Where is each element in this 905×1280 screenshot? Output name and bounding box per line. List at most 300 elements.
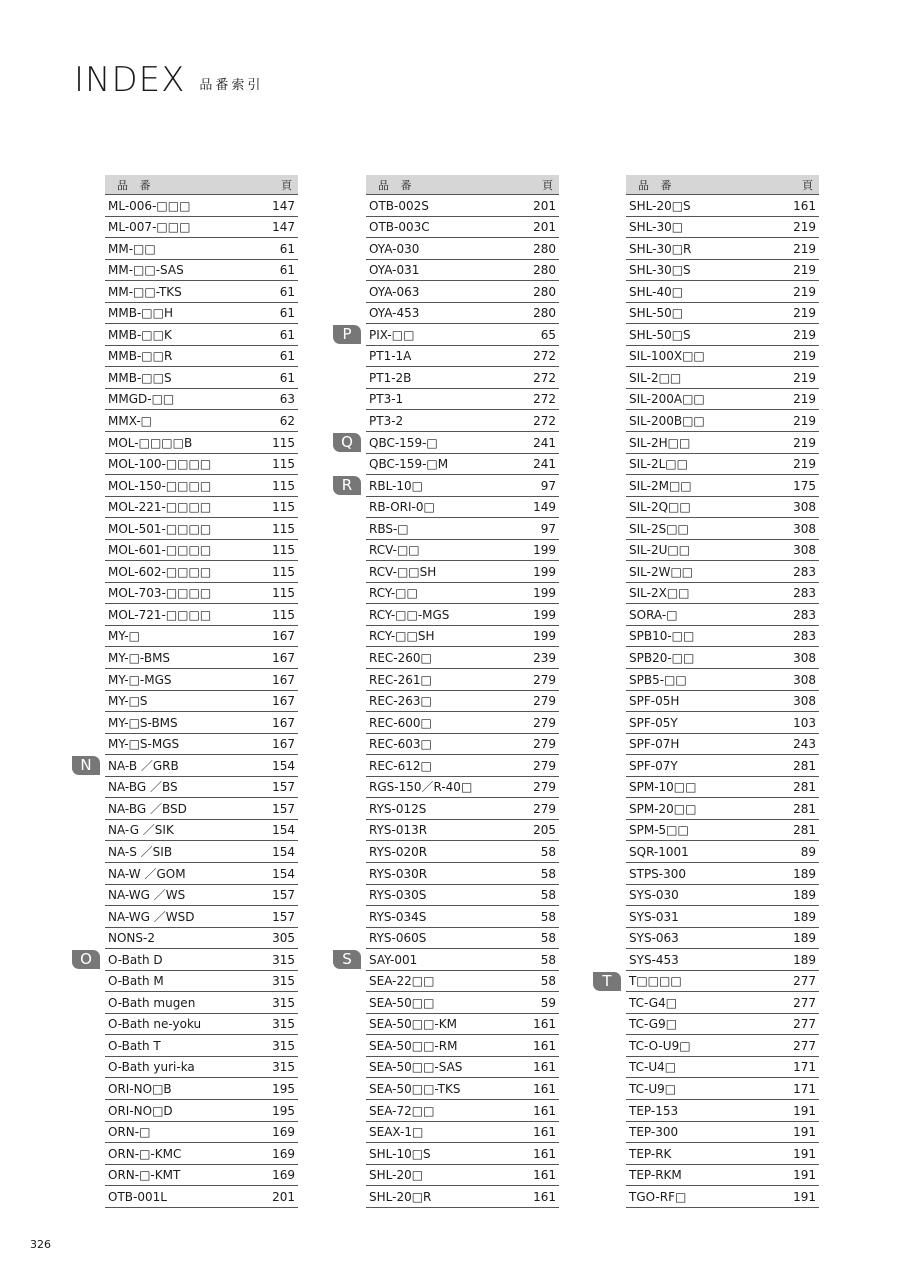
part-number: ORI-NO□B xyxy=(108,1081,172,1096)
index-row xyxy=(366,260,559,282)
part-number: TEP-153 xyxy=(629,1103,679,1118)
part-number: TC-G4□ xyxy=(629,995,678,1010)
page-reference: 115 xyxy=(272,500,295,515)
page-reference: 167 xyxy=(272,651,295,666)
page-reference: 219 xyxy=(793,241,816,256)
page-reference: 308 xyxy=(793,543,816,558)
index-row xyxy=(626,195,819,217)
index-row xyxy=(366,691,559,713)
index-row xyxy=(626,928,819,950)
part-number: SHL-20□ xyxy=(369,1168,424,1183)
index-row xyxy=(626,238,819,260)
page-reference: 280 xyxy=(533,241,556,256)
index-row xyxy=(80,755,298,777)
page-reference: 58 xyxy=(540,952,556,967)
page-reference: 277 xyxy=(793,995,816,1010)
index-row xyxy=(105,475,298,497)
part-number: O-Bath T xyxy=(108,1038,161,1053)
index-row xyxy=(626,734,819,756)
part-number: SEAX-1□ xyxy=(369,1125,424,1140)
index-row xyxy=(105,389,298,411)
part-number: O-Bath M xyxy=(108,974,164,989)
page-reference: 277 xyxy=(793,974,816,989)
page-reference: 191 xyxy=(793,1168,816,1183)
part-number: SHL-20□S xyxy=(629,198,691,213)
page-reference: 147 xyxy=(272,198,295,213)
page-reference: 315 xyxy=(272,952,295,967)
index-row xyxy=(602,971,819,993)
part-number: PIX-□□ xyxy=(369,327,415,342)
part-number: SQR-1001 xyxy=(629,844,689,859)
part-number: RBL-10□ xyxy=(369,478,423,493)
page-reference: 219 xyxy=(793,414,816,429)
page-reference: 115 xyxy=(272,521,295,536)
part-number: NA-WG ／WS xyxy=(108,888,186,903)
index-row xyxy=(626,949,819,971)
part-number: SPF-05H xyxy=(629,694,680,709)
part-number: SYS-453 xyxy=(629,952,679,967)
page-reference: 161 xyxy=(533,1017,556,1032)
index-row xyxy=(366,1035,559,1057)
page-reference: 219 xyxy=(793,220,816,235)
page-reference: 191 xyxy=(793,1103,816,1118)
page-reference: 115 xyxy=(272,435,295,450)
part-number: ORI-NO□D xyxy=(108,1103,173,1118)
page-reference: 189 xyxy=(793,952,816,967)
index-row xyxy=(626,863,819,885)
index-row xyxy=(105,1100,298,1122)
part-number: REC-600□ xyxy=(369,715,432,730)
part-number: OYA-063 xyxy=(369,284,420,299)
page-reference: 171 xyxy=(793,1060,816,1075)
index-row xyxy=(626,1100,819,1122)
index-row xyxy=(105,410,298,432)
index-row xyxy=(105,324,298,346)
page-reference: 65 xyxy=(540,327,556,342)
part-number: SIL-200A□□ xyxy=(629,392,705,407)
header-page: 頁 xyxy=(802,178,813,192)
index-row xyxy=(366,1014,559,1036)
page-reference: 315 xyxy=(272,974,295,989)
page-reference: 219 xyxy=(793,284,816,299)
index-row xyxy=(105,432,298,454)
page-number: 326 xyxy=(30,1238,51,1251)
index-row xyxy=(366,195,559,217)
part-number: MY-□ xyxy=(108,629,140,644)
part-number: RYS-013R xyxy=(369,823,428,838)
part-number: SPB10-□□ xyxy=(629,629,695,644)
index-row xyxy=(626,518,819,540)
page-reference: 199 xyxy=(533,629,556,644)
index-row xyxy=(626,324,819,346)
index-row xyxy=(626,1057,819,1079)
index-row xyxy=(626,820,819,842)
index-row xyxy=(105,777,298,799)
part-number: REC-261□ xyxy=(369,672,432,687)
index-row xyxy=(366,346,559,368)
part-number: SYS-031 xyxy=(629,909,679,924)
part-number: SYS-030 xyxy=(629,888,679,903)
page-reference: 171 xyxy=(793,1081,816,1096)
section-letter-tab: N xyxy=(72,756,100,775)
index-row xyxy=(105,1078,298,1100)
part-number: MMB-□□H xyxy=(108,306,173,321)
index-row xyxy=(366,906,559,928)
part-number: SIL-2H□□ xyxy=(629,435,691,450)
index-row xyxy=(341,475,559,497)
part-number: ORN-□ xyxy=(108,1125,151,1140)
index-row xyxy=(626,454,819,476)
title-sub: 品番索引 xyxy=(199,78,264,93)
part-number: NONS-2 xyxy=(108,931,155,946)
part-number: NA-S ／SIB xyxy=(108,844,173,859)
index-row xyxy=(626,885,819,907)
part-number: SIL-100X□□ xyxy=(629,349,705,364)
part-number: SIL-2X□□ xyxy=(629,586,690,601)
part-number: SHL-50□S xyxy=(629,327,691,342)
header-page: 頁 xyxy=(281,178,292,192)
part-number: MMB-□□K xyxy=(108,327,172,342)
part-number: TC-O-U9□ xyxy=(629,1038,691,1053)
page-reference: 201 xyxy=(533,198,556,213)
page-reference: 161 xyxy=(533,1189,556,1204)
page-reference: 97 xyxy=(540,478,556,493)
part-number: RBS-□ xyxy=(369,521,409,536)
page-reference: 280 xyxy=(533,306,556,321)
index-row xyxy=(626,777,819,799)
index-row xyxy=(626,798,819,820)
index-row xyxy=(366,410,559,432)
index-row xyxy=(626,1186,819,1208)
index-row xyxy=(366,647,559,669)
index-row xyxy=(366,281,559,303)
index-row xyxy=(105,195,298,217)
index-row xyxy=(626,691,819,713)
page-reference: 199 xyxy=(533,607,556,622)
part-number: SIL-2L□□ xyxy=(629,457,688,472)
page-reference: 115 xyxy=(272,478,295,493)
index-row xyxy=(105,1143,298,1165)
part-number: SEA-50□□-TKS xyxy=(369,1081,461,1096)
part-number: SHL-10□S xyxy=(369,1146,431,1161)
index-row xyxy=(105,734,298,756)
index-row xyxy=(366,755,559,777)
page-reference: 277 xyxy=(793,1017,816,1032)
index-row xyxy=(366,863,559,885)
part-number: RYS-034S xyxy=(369,909,427,924)
index-column-1 xyxy=(80,175,298,1208)
part-number: SEA-50□□-RM xyxy=(369,1038,458,1053)
part-number: PT1-2B xyxy=(369,370,412,385)
part-number: MOL-100-□□□□ xyxy=(108,457,212,472)
part-number: MMGD-□□ xyxy=(108,392,175,407)
part-number: NA-G ／SIK xyxy=(108,823,174,838)
part-number: OTB-001L xyxy=(108,1189,167,1204)
page-reference: 189 xyxy=(793,909,816,924)
page-reference: 169 xyxy=(272,1125,295,1140)
page-reference: 61 xyxy=(279,263,295,278)
index-row xyxy=(105,971,298,993)
page-reference: 272 xyxy=(533,392,556,407)
part-number: ORN-□-KMC xyxy=(108,1146,182,1161)
part-number: QBC-159-□M xyxy=(369,457,449,472)
part-number: REC-612□ xyxy=(369,758,432,773)
index-row xyxy=(366,1165,559,1187)
page-reference: 61 xyxy=(279,327,295,342)
page-reference: 272 xyxy=(533,414,556,429)
page-reference: 115 xyxy=(272,543,295,558)
index-column-3 xyxy=(602,175,819,1208)
part-number: SYS-063 xyxy=(629,931,679,946)
index-row xyxy=(105,992,298,1014)
page-reference: 175 xyxy=(793,478,816,493)
part-number: SPM-20□□ xyxy=(629,801,697,816)
part-number: TEP-RKM xyxy=(629,1168,682,1183)
page-reference: 239 xyxy=(533,651,556,666)
index-row xyxy=(626,583,819,605)
index-row xyxy=(105,260,298,282)
index-row xyxy=(342,949,559,971)
part-number: TC-U4□ xyxy=(629,1060,677,1075)
part-number: SEA-50□□ xyxy=(369,995,435,1010)
index-row xyxy=(626,712,819,734)
part-number: SIL-2M□□ xyxy=(629,478,692,493)
part-number: MOL-602-□□□□ xyxy=(108,564,212,579)
index-row xyxy=(626,561,819,583)
section-letter-tab: S xyxy=(333,950,361,969)
index-row xyxy=(105,497,298,519)
page-reference: 195 xyxy=(272,1103,295,1118)
index-row xyxy=(626,217,819,239)
part-number: TC-U9□ xyxy=(629,1081,677,1096)
part-number: MOL-721-□□□□ xyxy=(108,607,212,622)
column-header xyxy=(626,175,819,195)
part-number: SORA-□ xyxy=(629,607,678,622)
part-number: O-Bath mugen xyxy=(108,995,196,1010)
part-number: NA-WG ／WSD xyxy=(108,909,195,924)
index-row xyxy=(366,540,559,562)
index-row xyxy=(626,1122,819,1144)
index-row xyxy=(626,281,819,303)
part-number: MOL-501-□□□□ xyxy=(108,521,212,536)
page-reference: 315 xyxy=(272,1017,295,1032)
index-row xyxy=(366,1186,559,1208)
header-part-number: 品 番 xyxy=(378,178,416,192)
page-reference: 195 xyxy=(272,1081,295,1096)
page-reference: 280 xyxy=(533,284,556,299)
page-reference: 281 xyxy=(793,801,816,816)
index-row xyxy=(366,820,559,842)
part-number: SEA-72□□ xyxy=(369,1103,435,1118)
index-row xyxy=(105,841,298,863)
page-reference: 283 xyxy=(793,586,816,601)
part-number: MM-□□-TKS xyxy=(108,284,182,299)
part-number: SHL-30□R xyxy=(629,241,692,256)
column-header xyxy=(105,175,298,195)
page-reference: 103 xyxy=(793,715,816,730)
part-number: T□□□□ xyxy=(629,974,682,989)
part-number: SPB20-□□ xyxy=(629,651,695,666)
index-row xyxy=(366,928,559,950)
column-header xyxy=(366,175,559,195)
page-reference: 241 xyxy=(533,457,556,472)
page-reference: 115 xyxy=(272,457,295,472)
section-letter-tab: P xyxy=(333,325,361,344)
page-reference: 161 xyxy=(533,1081,556,1096)
index-row xyxy=(626,260,819,282)
part-number: RCV-□□ xyxy=(369,543,420,558)
part-number: RYS-030R xyxy=(369,866,428,881)
index-row xyxy=(626,1143,819,1165)
part-number: SHL-20□R xyxy=(369,1189,432,1204)
page-reference: 147 xyxy=(272,220,295,235)
index-row xyxy=(105,367,298,389)
page-reference: 161 xyxy=(533,1168,556,1183)
page-reference: 279 xyxy=(533,780,556,795)
index-row xyxy=(105,928,298,950)
index-row xyxy=(80,949,298,971)
part-number: RCY-□□ xyxy=(369,586,418,601)
page-reference: 61 xyxy=(279,349,295,364)
page-reference: 167 xyxy=(272,629,295,644)
index-row xyxy=(626,992,819,1014)
page-reference: 58 xyxy=(540,931,556,946)
index-row xyxy=(366,303,559,325)
part-number: SIL-2S□□ xyxy=(629,521,689,536)
index-row xyxy=(105,1035,298,1057)
part-number: TEP-300 xyxy=(629,1125,679,1140)
index-row xyxy=(626,1078,819,1100)
part-number: SEA-22□□ xyxy=(369,974,435,989)
page-reference: 315 xyxy=(272,1060,295,1075)
part-number: SEA-50□□-SAS xyxy=(369,1060,463,1075)
part-number: MY-□S xyxy=(108,694,148,709)
page-reference: 149 xyxy=(533,500,556,515)
part-number: TC-G9□ xyxy=(629,1017,678,1032)
page-reference: 315 xyxy=(272,1038,295,1053)
index-row xyxy=(366,734,559,756)
page-reference: 308 xyxy=(793,694,816,709)
part-number: SHL-40□ xyxy=(629,284,684,299)
index-row xyxy=(626,475,819,497)
part-number: REC-260□ xyxy=(369,651,432,666)
index-row xyxy=(366,841,559,863)
page-reference: 169 xyxy=(272,1146,295,1161)
page-reference: 241 xyxy=(533,435,556,450)
page-reference: 279 xyxy=(533,672,556,687)
index-row xyxy=(366,217,559,239)
part-number: PT3-1 xyxy=(369,392,404,407)
page-reference: 305 xyxy=(272,931,295,946)
index-row xyxy=(366,1122,559,1144)
part-number: RYS-030S xyxy=(369,888,427,903)
page-reference: 189 xyxy=(793,866,816,881)
part-number: MY-□-BMS xyxy=(108,651,171,666)
index-row xyxy=(626,841,819,863)
page-reference: 308 xyxy=(793,521,816,536)
part-number: SIL-2Q□□ xyxy=(629,500,691,515)
index-row xyxy=(105,626,298,648)
part-number: NA-BG ／BSD xyxy=(108,801,187,816)
index-row xyxy=(105,1122,298,1144)
index-row xyxy=(105,863,298,885)
index-row xyxy=(105,561,298,583)
part-number: RGS-150／R-40□ xyxy=(369,780,473,795)
part-number: RCY-□□-MGS xyxy=(369,607,450,622)
page-reference: 115 xyxy=(272,607,295,622)
index-row xyxy=(105,583,298,605)
part-number: SIL-200B□□ xyxy=(629,414,705,429)
part-number: SPM-10□□ xyxy=(629,780,697,795)
page-reference: 279 xyxy=(533,715,556,730)
page-reference: 61 xyxy=(279,306,295,321)
index-row xyxy=(626,303,819,325)
page-title xyxy=(74,58,263,98)
part-number: MY-□-MGS xyxy=(108,672,172,687)
part-number: MM-□□ xyxy=(108,241,156,256)
page-reference: 154 xyxy=(272,758,295,773)
index-row xyxy=(105,281,298,303)
part-number: RB-ORI-0□ xyxy=(369,500,435,515)
header-part-number: 品 番 xyxy=(638,178,676,192)
part-number: NA-B ／GRB xyxy=(108,758,179,773)
section-letter-tab: Q xyxy=(333,433,361,452)
page-reference: 219 xyxy=(793,370,816,385)
index-row xyxy=(105,1186,298,1208)
index-row xyxy=(366,367,559,389)
index-row xyxy=(105,1057,298,1079)
page-reference: 161 xyxy=(793,198,816,213)
section-letter-tab: R xyxy=(333,476,361,495)
index-row xyxy=(366,777,559,799)
index-row xyxy=(105,346,298,368)
page-reference: 157 xyxy=(272,909,295,924)
page-reference: 199 xyxy=(533,564,556,579)
page-reference: 219 xyxy=(793,327,816,342)
page-reference: 281 xyxy=(793,823,816,838)
page-reference: 279 xyxy=(533,758,556,773)
page-reference: 201 xyxy=(533,220,556,235)
part-number: OTB-003C xyxy=(369,220,430,235)
page-reference: 219 xyxy=(793,349,816,364)
part-number: MOL-601-□□□□ xyxy=(108,543,212,558)
index-row xyxy=(626,497,819,519)
index-row xyxy=(626,669,819,691)
page-reference: 157 xyxy=(272,780,295,795)
page-reference: 219 xyxy=(793,263,816,278)
index-row xyxy=(366,712,559,734)
page-reference: 219 xyxy=(793,392,816,407)
page-reference: 199 xyxy=(533,586,556,601)
part-number: OTB-002S xyxy=(369,198,429,213)
part-number: O-Bath yuri-ka xyxy=(108,1060,195,1075)
page-reference: 205 xyxy=(533,823,556,838)
section-letter-tab: T xyxy=(593,972,621,991)
part-number: OYA-453 xyxy=(369,306,420,321)
page-reference: 161 xyxy=(533,1103,556,1118)
part-number: REC-263□ xyxy=(369,694,432,709)
page-reference: 243 xyxy=(793,737,816,752)
index-row xyxy=(366,389,559,411)
index-row xyxy=(366,1078,559,1100)
index-row xyxy=(626,389,819,411)
page-reference: 219 xyxy=(793,435,816,450)
page-reference: 58 xyxy=(540,866,556,881)
index-row xyxy=(626,346,819,368)
page-reference: 189 xyxy=(793,931,816,946)
index-row xyxy=(105,691,298,713)
index-row xyxy=(366,798,559,820)
